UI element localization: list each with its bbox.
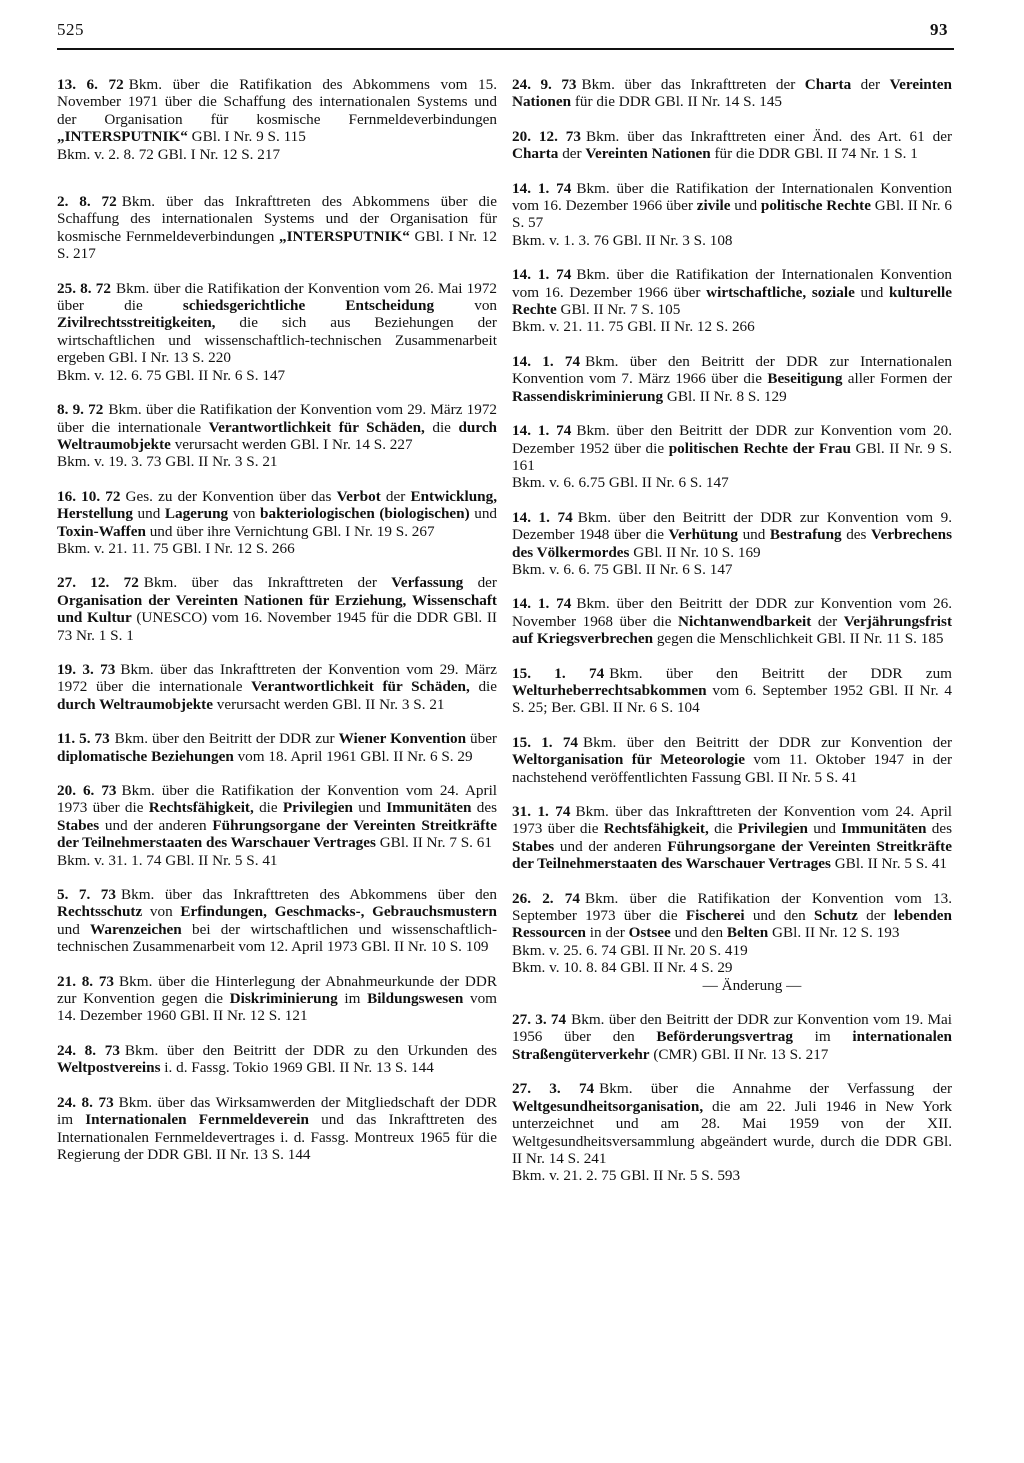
entry-reference: Bkm. v. 21. 11. 75 GBl. I Nr. 12 S. 266 [57,539,295,557]
entry-text [512,353,952,405]
entry-segment: Bkm. über die Ratifikation der Konvention vom 26. Mai 1972 über die [57,279,498,315]
entry-segment: vom 18. April 1961 GBl. II Nr. 6 S. 29 [233,747,473,765]
entry-date: 25. 8. 72 [57,279,111,297]
entry-text [57,76,497,146]
entry-date: 19. 3. 73 [57,660,116,678]
entry-segment: im [337,990,368,1008]
entry-text [512,128,952,163]
entry-segment: GBl. II Nr. 6 S. 57 [512,197,952,232]
bold-keyword: Verhütung [668,526,739,544]
entry-date: 14. 1. 74 [512,595,572,613]
bold-keyword: „INTERSPUTNIK“ [279,227,410,245]
entry-date: 14. 1. 74 [512,422,572,440]
entry-segment: und über ihre Vernichtung GBl. I Nr. 19 S. 267 [145,522,435,540]
entry-segment: Bkm. über das Inkrafttreten der [581,76,805,93]
entry-date: 11. 5. 73 [57,730,110,748]
entry-segment: Bkm. über das Wirksamwerden der Mitgliedschaft der DDR im [57,1093,497,1129]
entry-date: 14. 1. 74 [512,179,572,197]
entry-date: 27. 3. 74 [512,1080,595,1098]
bold-keyword: Bestrafung [769,526,842,544]
entry-text [512,509,952,561]
bold-keyword: diplomatische Beziehungen [57,747,234,765]
entry-segment: GBl. I Nr. 9 S. 115 [187,128,306,146]
entry-segment: Bkm. über den Beitritt der DDR zu den Urkunden des [124,1041,497,1059]
entry-segment: für die DDR GBl. II 74 Nr. 1 S. 1 [710,145,918,163]
entry-text [57,280,497,367]
bold-keyword: Verantwortlichkeit für Schäden, [251,678,470,696]
bold-keyword: Schutz [814,907,858,925]
entry-segment: GBl. II Nr. 5 S. 41 [830,855,947,873]
entry-segment: und [730,197,761,215]
register-entry [512,1011,952,1063]
entry-segment: Bkm. über die Ratifikation des Abkommens vom 15. November 1971 über die Schaffung des internationalen Systems und der Organisation für kosmische Fernmeldeverbindungen [57,76,498,128]
entry-segment: des [471,799,498,817]
bold-keyword: Belten [726,924,769,942]
entry-date: 15. 1. 74 [512,664,605,682]
entry-text [57,886,497,956]
register-entry [57,488,497,558]
entry-date: 26. 2. 74 [512,889,580,907]
entry-segment: und [469,505,497,523]
register-entry [57,973,497,1025]
entry-segment: über [466,730,497,748]
entry-reference: Bkm. v. 25. 6. 74 GBl. II Nr. 20 S. 419 [512,941,748,959]
bold-keyword: Vereinten Nationen [585,145,711,163]
entry-segment: und [738,526,770,544]
bold-keyword: Charta [804,76,852,93]
entry-date: 21. 8. 73 [57,972,115,990]
entry-segment: Bkm. über die Ratifikation der Konvention vom 29. März 1972 über die internationale [57,401,498,436]
entry-text [57,1094,497,1164]
entry-segment: und [57,920,91,938]
bold-keyword: Weltorganisation für Meteorologie [512,751,745,769]
entry-date: 2. 8. 72 [57,193,117,211]
bold-keyword: Rassendiskriminierung [512,387,664,405]
entry-segment: gegen die Menschlichkeit GBl. II Nr. 11 S. 185 [653,630,944,648]
bold-keyword: lebenden Ressourcen [512,907,952,942]
entry-date: 27. 12. 72 [57,574,139,592]
bold-keyword: internationalen Straßengüterverkehr [512,1028,952,1063]
register-entry [512,180,952,250]
entry-reference: Bkm. v. 2. 8. 72 GBl. I Nr. 12 S. 217 [57,145,281,163]
entry-date: 8. 9. 72 [57,401,104,419]
entry-text [57,193,497,263]
entry-text [57,782,497,852]
entry-segment: verursacht werden GBl. II Nr. 3 S. 21 [212,695,445,713]
entry-reference: Bkm. v. 21. 2. 75 GBl. II Nr. 5 S. 593 [512,1167,741,1185]
register-entry [57,886,497,956]
entry-segment: aller Formen der [842,370,952,388]
entry-segment: und [352,799,387,817]
right-column [512,76,952,1202]
entry-date: 14. 1. 74 [512,266,572,284]
register-entry [512,76,952,111]
entry-text [512,266,952,318]
bold-keyword: Warenzeichen [90,920,182,938]
bold-keyword: politische Rechte [760,197,871,215]
bold-keyword: Vereinten Nationen [512,76,952,111]
entry-segment: vom 14. Dezember 1960 GBl. II Nr. 12 S. 121 [57,990,497,1025]
bold-keyword: Führungsorgane der Vereinten Streitkräfte der Teilnehmerstaaten des Warschauer Vertrages [57,816,497,852]
register-entry [512,734,952,786]
bold-keyword: Rechtsschutz [57,903,143,921]
register-entry [512,803,952,873]
entry-date: 20. 6. 73 [57,782,117,799]
entry-segment: die [253,799,283,817]
bold-keyword: Immunitäten [841,820,927,838]
entry-segment: und [854,283,889,301]
entry-text [57,1042,497,1077]
entry-text [57,661,497,713]
bold-keyword: schiedsgerichtliche Entscheidung [182,297,435,315]
entry-segment: GBl. II Nr. 7 S. 61 [375,834,492,852]
entry-date: 24. 9. 73 [512,76,577,93]
entry-segment: die [469,678,498,696]
entry-segment: Bkm. über den Beitritt der DDR zur Konvention vom 19. Mai 1956 über den [512,1011,952,1046]
entry-segment: der [380,487,411,505]
entry-text [512,180,952,232]
bold-keyword: Weltgesundheitsorganisation, [512,1097,704,1115]
bold-keyword: Privilegien [737,820,808,838]
bold-keyword: Beseitigung [767,370,843,388]
entry-segment: Ges. zu der Konvention über das [125,487,337,505]
entry-note: — Änderung — [702,976,802,994]
register-entry [512,353,952,405]
bold-keyword: Privilegien [282,799,353,817]
entry-text [57,973,497,1025]
entry-segment: GBl. I Nr. 12 S. 217 [57,227,497,263]
entry-reference: Bkm. v. 31. 1. 74 GBl. II Nr. 5 S. 41 [57,851,278,869]
bold-keyword: durch Weltraumobjekte [57,695,213,713]
register-entry [512,890,952,994]
entry-date: 24. 8. 73 [57,1093,114,1111]
bold-keyword: Nichtanwendbarkeit [678,612,812,630]
entry-date: 16. 10. 72 [57,487,121,505]
entry-date: 14. 1. 74 [512,352,581,370]
entry-segment: Bkm. über den Beitritt der DDR zur Konvention vom 26. November 1968 über die [512,595,952,630]
entry-segment: von [228,505,261,523]
entry-segment: Bkm. über das Inkrafttreten der Konvention vom 24. April 1973 über die [512,803,953,838]
bold-keyword: durch Weltraumobjekte [57,418,497,453]
bold-keyword: Zivilrechtsstreitigkeiten, [57,314,216,332]
entry-segment: Bkm. über den Beitritt der DDR zur Konvention vom 20. Dezember 1952 über die [512,422,952,457]
register-entry [57,1042,497,1077]
entry-reference: Bkm. v. 1. 3. 76 GBl. II Nr. 3 S. 108 [512,231,733,249]
page-number-left: 525 [57,20,84,39]
register-entry [512,1080,952,1184]
register-entry [57,661,497,713]
bold-keyword: Charta [512,145,559,163]
entry-text [57,730,497,765]
entry-segment: Bkm. über das Inkrafttreten der Konvention vom 29. März 1972 über die internationale [57,660,498,696]
bold-keyword: Toxin-Waffen [57,522,146,540]
entry-segment: und der anderen [554,837,668,855]
register-entry [512,665,952,717]
entry-segment: (UNESCO) vom 16. November 1945 für die DDR GBl. II 73 Nr. 1 S. 1 [57,609,497,644]
bold-keyword: wirtschaftliche, soziale [706,283,855,301]
entry-segment: verursacht werden GBl. I Nr. 14 S. 227 [170,435,413,453]
bold-keyword: Welturheberrechtsabkommen [512,681,707,699]
entry-segment: des [926,820,953,838]
bold-keyword: Stabes [512,837,555,855]
entry-reference: Bkm. v. 21. 11. 75 GBl. II Nr. 12 S. 266 [512,318,755,336]
register-entry [57,280,497,384]
bold-keyword: Beförderungsvertrag [656,1028,793,1046]
entry-segment: für die DDR GBl. II Nr. 14 S. 145 [571,93,783,111]
entry-reference: Bkm. v. 10. 8. 84 GBl. II Nr. 4 S. 29 [512,959,733,977]
register-entry [57,193,497,263]
entry-segment: und [132,505,165,523]
entry-segment: GBl. II Nr. 8 S. 129 [663,387,787,405]
header-rule [57,48,954,50]
register-entry [512,266,952,336]
entry-text [512,422,952,474]
entry-date: 13. 6. 72 [57,76,124,93]
bold-keyword: Erfindungen, Geschmacks-, Gebrauchsmustern [180,903,497,921]
entry-segment: (CMR) GBl. II Nr. 13 S. 217 [649,1045,829,1063]
entry-date: 24. 8. 73 [57,1041,120,1059]
entry-segment: Bkm. über das Inkrafttreten des Abkommens über die Schaffung des internationalen Systems und der Organisation für kosmische Fernmeldeverbindungen [57,193,497,245]
register-entry [57,401,497,471]
entry-segment: Bkm. über die Ratifikation der Konvention vom 24. April 1973 über die [57,782,498,817]
bold-keyword: Rechtsfähigkeit, [148,799,254,817]
entry-segment: vom 6. September 1952 GBl. II Nr. 4 S. 25; Ber. GBl. II Nr. 6 S. 104 [512,681,952,717]
entry-segment: Bkm. über den Beitritt der DDR zur Konvention der [583,733,953,751]
bold-keyword: „INTERSPUTNIK“ [57,128,188,146]
bold-keyword: bakteriologischen (biologischen) [260,505,470,523]
entry-segment: bei der wirtschaftlichen und wissenschaftlich-technischen Zusammenarbeit vom 12. April 1973 GBl. II Nr. 10 S. 109 [57,920,497,956]
entry-reference: Bkm. v. 6. 6. 75 GBl. II Nr. 6 S. 147 [512,560,733,578]
register-entry [512,595,952,647]
entry-segment: und der anderen [99,816,213,834]
bold-keyword: politischen Rechte der Frau [668,439,851,457]
bold-keyword: Wiener Konvention [338,730,467,748]
entry-segment: die sich aus Beziehungen der wirtschaftlichen und wissenschaftlich-technischen Zusammenarbeit ergeben GBl. I Nr. 13 S. 220 [57,314,497,367]
bold-keyword: zivile [696,197,731,215]
entry-text [512,595,952,647]
entry-text [512,890,952,942]
entry-date: 31. 1. 74 [512,803,571,820]
entry-reference: Bkm. v. 12. 6. 75 GBl. II Nr. 6 S. 147 [57,366,286,384]
entry-text [57,488,497,540]
bold-keyword: Verbot [336,487,381,505]
entry-segment: Bkm. über den Beitritt der DDR zur [114,730,339,748]
bold-keyword: kulturelle Rechte [512,283,953,319]
entry-segment: der [851,76,890,93]
bold-keyword: Führungsorgane der Vereinten Streitkräfte der Teilnehmerstaaten des Warschauer Vertrages [512,837,952,873]
bold-keyword: Lagerung [164,505,229,523]
bold-keyword: Verjährungsfrist auf Kriegsverbrechen [512,612,952,648]
entry-segment: der [857,907,894,925]
entry-text [57,574,497,644]
entry-segment: und den [744,907,814,925]
left-column [57,76,497,1180]
entry-date: 15. 1. 74 [512,733,579,751]
entry-segment: der [558,145,586,163]
entry-segment: GBl. II Nr. 7 S. 105 [556,301,681,319]
register-entry [57,782,497,869]
entry-segment: Bkm. über den Beitritt der DDR zur Internationalen Konvention vom 7. März 1966 über die [512,352,952,388]
entry-segment: und den [670,924,727,942]
register-entry [512,128,952,163]
entry-segment: in der [585,924,629,942]
entry-text [512,1080,952,1167]
entry-segment: und [807,820,842,838]
entry-segment: Bkm. über die Annahme der Verfassung der [599,1080,952,1098]
entry-segment: Bkm. über den Beitritt der DDR zum [609,664,952,682]
register-entry [512,509,952,579]
bold-keyword: Verantwortlichkeit für Schäden, [208,418,425,436]
entry-segment: des [841,526,871,544]
entry-segment: Bkm. über die Ratifikation der Internationalen Konvention vom 16. Dezember 1966 über [512,179,953,215]
bold-keyword: Rechtsfähigkeit, [603,820,709,838]
entry-segment: Bkm. über den Beitritt der DDR zur Konvention vom 9. Dezember 1948 über die [512,508,953,544]
entry-text [512,1011,952,1063]
register-entry [512,422,952,492]
bold-keyword: Stabes [57,816,100,834]
bold-keyword: Entwicklung, Herstellung [57,487,497,523]
entry-text [512,734,952,786]
entry-segment: Bkm. über die Ratifikation der Internationalen Konvention vom 16. Dezember 1966 über [512,266,953,301]
bold-keyword: Diskriminierung [229,990,338,1008]
entry-segment: Bkm. über das Inkrafttreten des Abkommens über den [121,886,497,904]
entry-text [57,401,497,453]
bold-keyword: Immunitäten [386,799,472,817]
entry-reference: Bkm. v. 6. 6.75 GBl. II Nr. 6 S. 147 [512,474,729,492]
entry-text [512,803,952,873]
page-number-right: 93 [930,20,948,39]
bold-keyword: Internationalen Fernmeldeverein [85,1111,309,1129]
bold-keyword: Verfassung [391,574,464,592]
register-entry [57,1094,497,1164]
bold-keyword: Organisation der Vereinten Nationen für Erziehung, Wissenschaft und Kultur [57,591,497,627]
entry-date: 5. 7. 73 [57,886,116,904]
entry-date: 27. 3. 74 [512,1011,567,1029]
entry-segment: Bkm. über die Ratifikation der Konvention vom 13. September 1973 über die [512,889,953,925]
bold-keyword: Verbrechens des Völkermordes [512,526,952,561]
entry-segment: im [793,1028,853,1046]
bold-keyword: Fischerei [685,907,745,925]
entry-segment: von [142,903,181,921]
entry-segment: GBl. II Nr. 9 S. 161 [512,439,952,474]
entry-segment: der [811,612,844,630]
entry-segment: Bkm. über das Inkrafttreten einer Änd. des Art. 61 der [585,127,952,145]
entry-segment: Bkm. über die Hinterlegung der Abnahmeurkunde der DDR zur Konvention gegen die [57,972,497,1008]
entry-segment: vom 11. Oktober 1947 in der nachstehend veröffentlichten Fassung GBl. II Nr. 5 S. 41 [512,751,952,786]
bold-keyword: Ostsee [628,924,671,942]
bold-keyword: Weltpostvereins [57,1059,161,1077]
entry-segment: und das Inkrafttreten des Internationalen Fernmeldevertrages i. d. Fassg. Montreux 1965 für die Regierung der DDR GBl. II Nr. 13 S. 144 [57,1111,497,1163]
entry-segment: i. d. Fassg. Tokio 1969 GBl. II Nr. 13 S. 144 [160,1059,434,1077]
entry-reference: Bkm. v. 19. 3. 73 GBl. II Nr. 3 S. 21 [57,453,278,471]
entry-segment: die [424,418,459,436]
bold-keyword: Bildungswesen [367,990,464,1008]
entry-text [512,665,952,717]
entry-date: 14. 1. 74 [512,508,573,526]
entry-segment: der [463,574,497,592]
entry-segment: von [434,297,498,315]
register-entry [57,574,497,644]
entry-segment: Bkm. über das Inkrafttreten der [143,574,392,592]
entry-segment: GBl. II Nr. 12 S. 193 [768,924,900,942]
entry-date: 20. 12. 73 [512,127,581,145]
register-entry [57,76,497,163]
entry-segment: die am 22. Juli 1946 in New York unterzeichnet und am 28. Mai 1959 von der XII. Weltgesundheitsversammlung abgeändert wurde, durch die DDR GBl. II Nr. 14 S. 241 [512,1097,952,1167]
entry-text [512,76,952,111]
register-entry [57,730,497,765]
entry-segment: die [708,820,738,838]
entry-segment: GBl. II Nr. 10 S. 169 [629,543,761,561]
